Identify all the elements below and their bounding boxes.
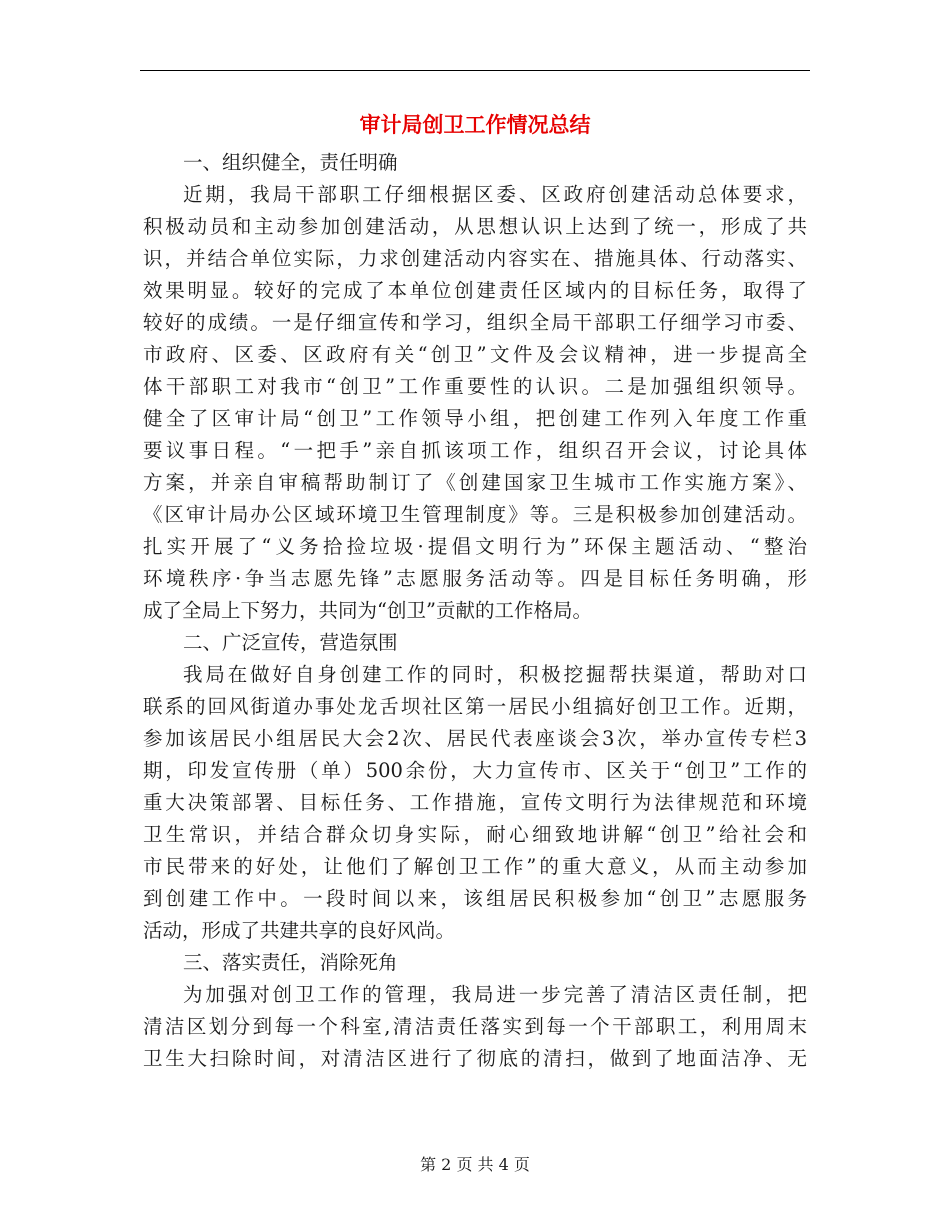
paragraph-line: 要议事日程。“一把手”亲自抓该项工作，组织召开会议，讨论具体	[143, 439, 807, 462]
paragraph-line: 环境秩序·争当志愿先锋”志愿服务活动等。四是目标任务明确，形	[143, 567, 807, 590]
paragraph-line: 较好的成绩。一是仔细宣传和学习，组织全局干部职工仔细学习市委、	[143, 311, 807, 334]
paragraph-line: 扎实开展了“义务拾捡垃圾·提倡文明行为”环保主题活动、“整治	[143, 535, 807, 558]
section-heading: 一、组织健全，责任明确	[183, 151, 398, 174]
paragraph-line: 卫生常识，并结合群众切身实际，耐心细致地讲解“创卫”给社会和	[143, 823, 807, 846]
paragraph-line: 联系的回风街道办事处龙舌坝社区第一居民小组搞好创卫工作。近期，	[143, 695, 807, 718]
paragraph-line: 积极动员和主动参加创建活动，从思想认识上达到了统一，形成了共	[143, 215, 807, 238]
paragraph-line: 方案，并亲自审稿帮助制订了《创建国家卫生城市工作实施方案》、	[143, 471, 807, 494]
paragraph-line: 市政府、区委、区政府有关“创卫”文件及会议精神，进一步提高全	[143, 343, 807, 366]
page-footer: 第 2 页 共 4 页	[420, 1155, 530, 1174]
paragraph-line: 《区审计局办公区域环境卫生管理制度》等。三是积极参加创建活动。	[143, 503, 807, 526]
paragraph-line: 近期，我局干部职工仔细根据区委、区政府创建活动总体要求，	[183, 183, 807, 206]
paragraph-line: 到创建工作中。一段时间以来，该组居民积极参加“创卫”志愿服务	[143, 887, 807, 910]
paragraph-line: 我局在做好自身创建工作的同时，积极挖掘帮扶渠道，帮助对口	[183, 663, 807, 686]
paragraph-line: 参加该居民小组居民大会2次、居民代表座谈会3次，举办宣传专栏3	[143, 727, 807, 750]
document-title: 审计局创卫工作情况总结	[359, 113, 591, 137]
paragraph-line: 效果明显。较好的完成了本单位创建责任区域内的目标任务，取得了	[143, 279, 807, 302]
paragraph-line: 重大决策部署、目标任务、工作措施，宣传文明行为法律规范和环境	[143, 791, 807, 814]
paragraph-line: 体干部职工对我市“创卫”工作重要性的认识。二是加强组织领导。	[143, 375, 807, 398]
paragraph-line: 识，并结合单位实际，力求创建活动内容实在、措施具体、行动落实、	[143, 247, 807, 270]
paragraph-line: 为加强对创卫工作的管理，我局进一步完善了清洁区责任制，把	[183, 983, 807, 1006]
paragraph-line: 市民带来的好处，让他们了解创卫工作”的重大意义，从而主动参加	[143, 855, 807, 878]
paragraph-line: 期，印发宣传册（单）500余份，大力宣传市、区关于“创卫”工作的	[143, 759, 807, 782]
paragraph-line: 健全了区审计局“创卫”工作领导小组，把创建工作列入年度工作重	[143, 407, 807, 430]
document-body	[143, 147, 807, 1075]
paragraph-line: 活动，形成了共建共享的良好风尚。	[143, 919, 456, 942]
section-heading: 三、落实责任，消除死角	[183, 951, 398, 974]
header-rule	[140, 70, 810, 71]
paragraph-line: 成了全局上下努力，共同为“创卫”贡献的工作格局。	[143, 599, 592, 622]
section-heading: 二、广泛宣传，营造氛围	[183, 631, 398, 654]
paragraph-line: 卫生大扫除时间，对清洁区进行了彻底的清扫，做到了地面洁净、无	[143, 1047, 807, 1070]
paragraph-line: 清洁区划分到每一个科室,清洁责任落实到每一个干部职工，利用周末	[143, 1015, 807, 1038]
